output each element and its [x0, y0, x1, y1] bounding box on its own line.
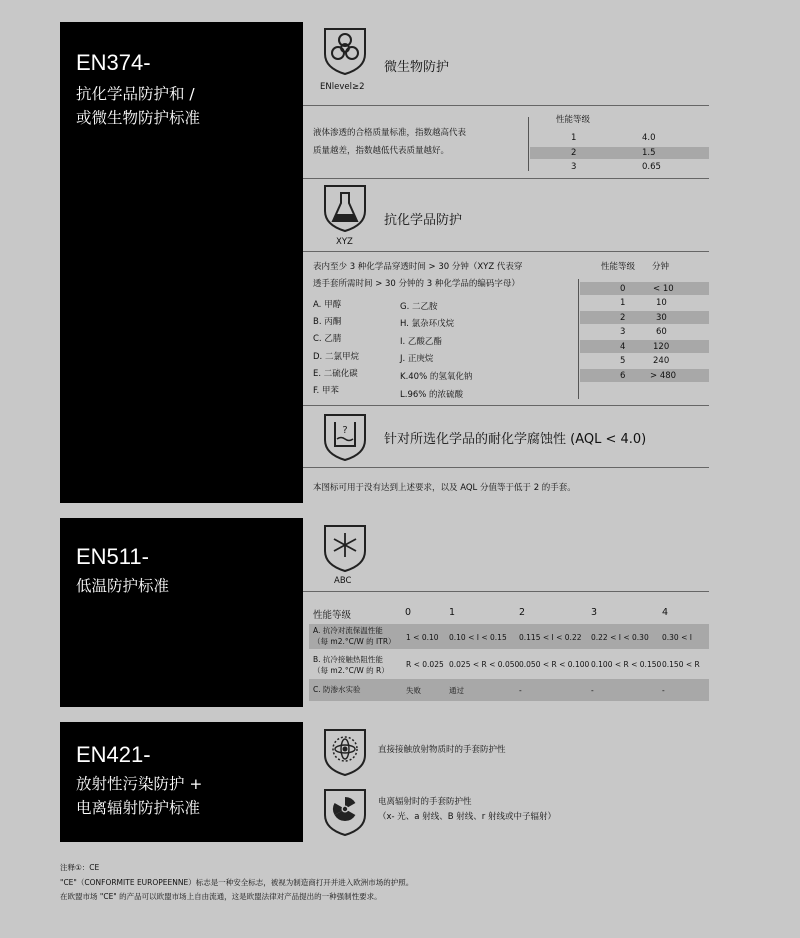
chem-header-level: 性能等级: [601, 262, 636, 272]
en511-row-a-cell: 0.10 < I < 0.15: [449, 633, 507, 642]
radioactive-contamination-icon: [322, 727, 368, 777]
en511-header: 性能等级: [313, 610, 352, 621]
divider: [303, 591, 709, 592]
chem-icon-label: XYZ: [336, 237, 353, 247]
chem-row-stripe: [580, 282, 709, 295]
chem-minutes: 240: [653, 356, 670, 366]
chem-minutes: 10: [656, 298, 667, 308]
en421-item-2a: 电离辐射时的手套防护性: [378, 797, 472, 807]
chem-minutes: 30: [656, 313, 667, 323]
en511-row-b-label: （每 m2.°C/W 的 R）: [313, 666, 389, 675]
en511-icon-label: ABC: [334, 576, 352, 586]
en374-subtitle-1: 抗化学品防护和 /: [76, 85, 195, 103]
micro-value: 1.5: [642, 148, 656, 158]
biohazard-icon: [322, 26, 368, 76]
chem-left-item: B. 丙酮: [313, 317, 342, 327]
en511-row-c-cell: -: [662, 686, 665, 695]
chem-row-stripe: [580, 340, 709, 353]
chem-level: 4: [620, 342, 626, 352]
en511-row-c: [309, 679, 709, 701]
micro-row-stripe: [530, 147, 709, 159]
chem-level: 6: [620, 371, 626, 381]
divider: [303, 178, 709, 179]
micro-level: 3: [571, 162, 577, 172]
chem-header-min: 分钟: [652, 262, 670, 272]
radiation-trefoil-icon: [322, 787, 368, 837]
en511-header: 2: [519, 607, 526, 618]
micro-desc-1: 液体渗透的合格质量标准，指数越高代表: [313, 128, 467, 138]
chem-minutes: < 10: [653, 284, 674, 294]
en511-row-a-cell: 1 < 0.10: [406, 633, 439, 642]
en511-row-a-cell: 0.115 < I < 0.22: [519, 633, 582, 642]
en511-row-b-cell: 0.025 < R < 0.050: [449, 660, 520, 669]
en511-header: 3: [591, 607, 598, 618]
micro-level: 2: [571, 148, 577, 158]
chem-right-item: L.96% 的浓硫酸: [400, 390, 464, 400]
en421-block: [60, 722, 303, 842]
en511-header: 4: [662, 607, 669, 618]
chem-row-stripe: [580, 311, 709, 324]
svg-text:?: ?: [342, 425, 348, 436]
aql-title: 针对所选化学品的耐化学腐蚀性 (AQL < 4.0): [384, 432, 647, 447]
footnote-line-1: 注释①：CE: [60, 863, 100, 872]
chem-right-item: I. 乙酸乙酯: [400, 337, 442, 347]
micro-header: 性能等级: [556, 115, 591, 125]
chem-right-item: K.40% 的氢氧化钠: [400, 372, 473, 382]
footnote-line-2: "CE"（CONFORMITE EUROPEENNE）标志是一种安全标志，被视为制造商打开并进入欧洲市场的护照。: [60, 878, 414, 887]
en374-subtitle-2: 或微生物防护标准: [76, 109, 201, 127]
en511-row-c-cell: -: [519, 686, 522, 695]
chem-right-item: J. 正庚烷: [400, 354, 434, 364]
en511-row-a-cell: 0.30 < I: [662, 633, 692, 642]
en511-subtitle-1: 低温防护标准: [76, 577, 170, 595]
micro-value: 0.65: [642, 162, 661, 172]
en421-subtitle-2: 电离辐射防护标准: [76, 799, 201, 817]
micro-title: 微生物防护: [384, 60, 450, 75]
en511-block: [60, 518, 303, 707]
en511-header: 0: [405, 607, 412, 618]
chem-minutes: > 480: [650, 371, 677, 381]
divider: [303, 405, 709, 406]
chem-minutes: 120: [653, 342, 670, 352]
chem-left-item: E. 二硫化碳: [313, 369, 358, 379]
divider: [528, 117, 529, 171]
en511-row-a-cell: 0.22 < I < 0.30: [591, 633, 649, 642]
en421-item-1: 直接接触放射物质时的手套防护性: [378, 745, 506, 755]
en511-header: 1: [449, 607, 456, 618]
chem-level: 1: [620, 298, 626, 308]
en511-row-b-label: B. 抗冷接触热阻性能: [313, 655, 383, 664]
footnote-line-3: 在欧盟市场 "CE" 的产品可以欧盟市场上自由流通，这是欧盟法律对产品提出的一种强制性要求。: [60, 892, 382, 901]
en374-code: EN374-: [76, 50, 151, 75]
chem-level: 5: [620, 356, 626, 366]
aql-note: 本图标可用于没有达到上述要求，以及 AQL 分值等于低于 2 的手套。: [313, 483, 576, 493]
en511-row-c-label: C. 防渗水实验: [313, 685, 361, 694]
chem-row-stripe: [580, 369, 709, 382]
flask-icon: [322, 183, 368, 233]
en511-row-c-cell: 通过: [449, 686, 464, 695]
en421-code: EN421-: [76, 742, 151, 767]
micro-value: 4.0: [642, 133, 656, 143]
micro-icon-label: ENlevel≥2: [320, 82, 365, 92]
en511-row-b-cell: R < 0.025: [406, 660, 444, 669]
chem-left-item: F. 甲苯: [313, 386, 339, 396]
en511-row-c-cell: -: [591, 686, 594, 695]
en511-row-a-label: A. 抗冷对流保温性能: [313, 626, 383, 635]
chem-level: 3: [620, 327, 626, 337]
chem-left-item: C. 乙腈: [313, 334, 342, 344]
en511-row-c-cell: 失败: [406, 686, 421, 695]
chem-left-item: D. 二氯甲烷: [313, 352, 359, 362]
en421-item-2b: （x- 光、a 射线、B 射线、r 射线或中子辐射）: [378, 812, 556, 822]
chem-level: 2: [620, 313, 626, 323]
micro-desc-2: 质量越差，指数越低代表质量越好。: [313, 146, 450, 156]
micro-level: 1: [571, 133, 577, 143]
snowflake-icon: [322, 523, 368, 573]
beaker-question-icon: [322, 412, 368, 462]
en421-subtitle-1: 放射性污染防护 +: [76, 775, 203, 793]
chem-right-item: H. 氯杂环戊烷: [400, 319, 455, 329]
divider: [303, 467, 709, 468]
en511-code: EN511-: [76, 544, 149, 569]
chem-minutes: 60: [656, 327, 667, 337]
chem-desc-1: 表内至少 3 种化学品穿透时间 > 30 分钟（XYZ 代表穿: [313, 262, 523, 272]
en511-row-b-cell: 0.100 < R < 0.150: [591, 660, 662, 669]
en374-block: [60, 22, 303, 503]
divider: [303, 251, 709, 252]
chem-title: 抗化学品防护: [384, 213, 463, 228]
en511-row-a-label: （每 m2.°C/W 的 ITR）: [313, 637, 396, 646]
divider: [578, 279, 579, 399]
chem-desc-2: 透手套所需时间 > 30 分钟的 3 种化学品的编码字母）: [313, 279, 520, 289]
micro-row-stripe: [530, 130, 709, 144]
chem-right-item: G. 二乙胺: [400, 302, 438, 312]
chem-left-item: A. 甲醇: [313, 300, 342, 310]
divider: [303, 105, 709, 106]
en511-row-b-cell: 0.050 < R < 0.100: [519, 660, 590, 669]
en511-row-b-cell: 0.150 < R: [662, 660, 700, 669]
chem-level: 0: [620, 284, 626, 294]
